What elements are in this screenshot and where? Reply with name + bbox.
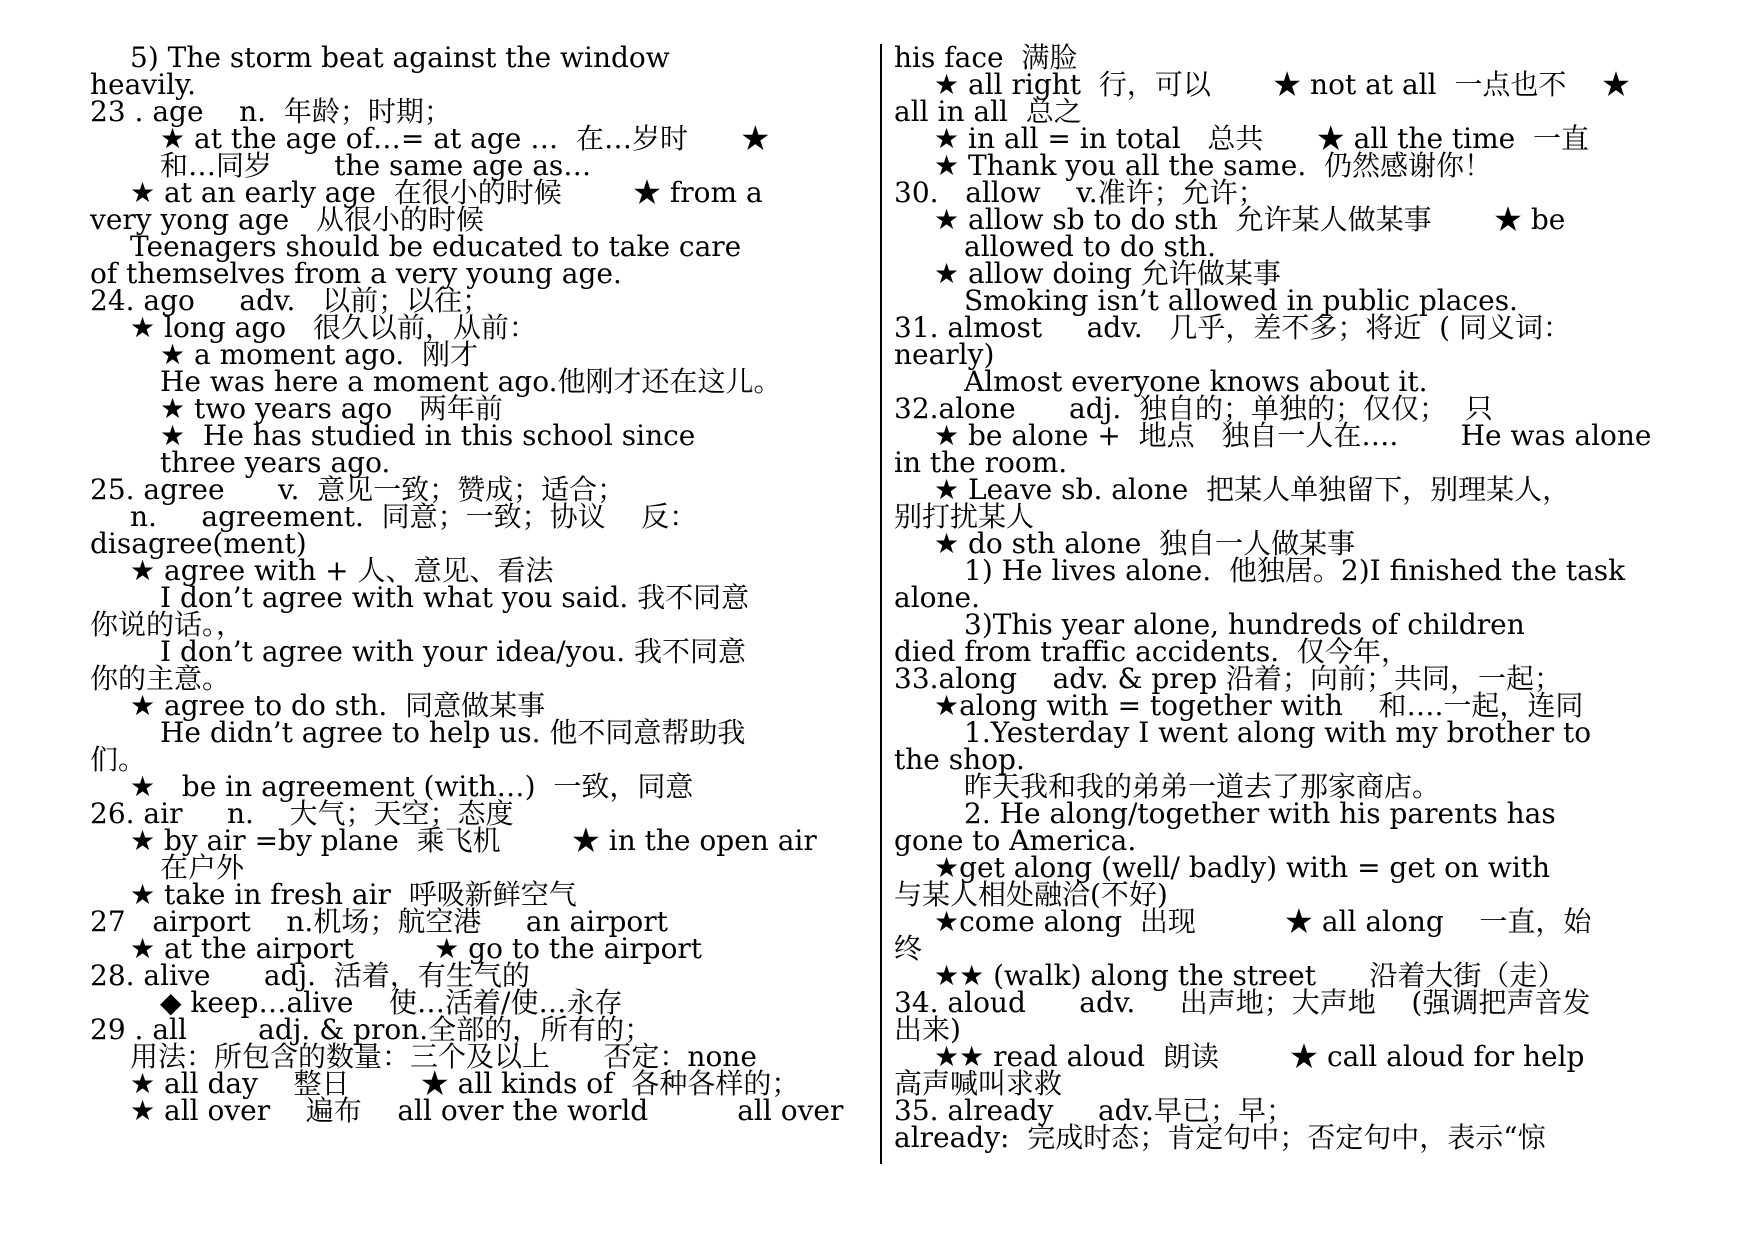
right-line: allowed to do sth. [964,230,1217,263]
left-line: very yong age 从很小的时候 [90,203,484,236]
right-column [894,41,1744,1154]
right-line: 1) He lives alone. 他独居。2)I finished the task [964,554,1626,587]
right-line: 终 [894,932,923,965]
left-line: 和…同岁 the same age as… [160,149,592,182]
right-line: 33.along adv. & prep 沿着；向前；共同，一起； [894,662,1563,695]
left-line: I don’t agree with your idea/you. 我不同意 [160,635,747,668]
left-line: 在户外 [160,851,245,884]
right-line: ★come along 出现 ★ all along 一直，始 [934,905,1592,938]
right-line: 别打扰某人 [894,500,1035,533]
left-line: heavily. [90,68,197,101]
right-line: in the room. [894,446,1068,479]
left-line: ★ long ago 很久以前，从前： [130,311,537,344]
right-line: 2. He along/together with his parents has [964,797,1556,830]
right-line: ★ Thank you all the same. 仍然感谢你！ [934,149,1493,182]
right-line: Almost everyone knows about it. [964,365,1428,398]
left-line: 27 airport n.机场；航空港 an airport [90,905,668,938]
right-line: ★get along (well/ badly) with = get on with [934,851,1551,884]
right-line: his face 满脸 [894,41,1078,74]
left-line: 29 . all adj. & pron.全部的，所有的； [90,1013,653,1046]
right-line: Smoking isn’t allowed in public places. [964,284,1518,317]
left-line: ★ two years ago 两年前 [160,392,503,425]
right-line: 34. aloud adv. 出声地；大声地 (强调把声音发 [894,986,1591,1019]
left-line: ★ He has studied in this school since [160,419,696,452]
right-line: the shop. [894,743,1025,776]
left-line: 5) The storm beat against the window [130,41,670,74]
right-line: ★★ (walk) along the street 沿着大街（走） [934,959,1566,992]
right-line: 1.Yesterday I went along with my brother to [964,716,1592,749]
right-line: ★along with = together with 和….一起，连同 [934,689,1584,722]
left-line: ★ take in fresh air 呼吸新鲜空气 [130,878,577,911]
left-line: ★ a moment ago. 刚才 [160,338,478,371]
left-line: ★ agree with + 人、意见、看法 [130,554,554,587]
left-line: ★ be in agreement (with…) 一致，同意 [130,770,694,803]
right-line: 35. already adv.早已；早； [894,1094,1294,1127]
left-line: ★ at the airport ★ go to the airport [130,932,703,965]
left-line: disagree(ment) [90,527,307,560]
right-line: already: 完成时态；肯定句中；否定句中，表示“惊 [894,1121,1546,1154]
left-line: of themselves from a very young age. [90,257,622,290]
left-line: ★ at the age of…= at age … 在…岁时 ★ [160,122,770,155]
left-line: 24. ago adv. 以前；以往； [90,284,491,317]
right-line: died from traffic accidents. 仅今年， [894,635,1409,668]
right-line: gone to America. [894,824,1137,857]
right-line: 30. allow v.准许；允许； [894,176,1266,209]
right-line: 昨天我和我的弟弟一道去了那家商店。 [964,770,1441,803]
column-divider [880,44,882,1164]
left-line: 26. air n. 大气；天空；态度 [90,797,514,830]
left-line: ★ all day 整日 ★ all kinds of 各种各样的； [130,1067,800,1100]
right-line: ★ Leave sb. alone 把某人单独留下，别理某人， [934,473,1571,506]
right-line: 3)This year alone, hundreds of children [964,608,1525,641]
left-line: ★ by air =by plane 乘飞机 ★ in the open air [130,824,817,857]
right-line: nearly) [894,338,995,371]
right-line: ★ allow doing 允许做某事 [934,257,1281,290]
left-line: Teenagers should be educated to take care [130,230,742,263]
left-line: 用法：所包含的数量：三个及以上 否定：none [130,1040,757,1073]
right-line: ★ be alone + 地点 独自一人在…. He was alone [934,419,1652,452]
right-line: ★ allow sb to do sth 允许某人做某事 ★ be [934,203,1566,236]
left-line: ★ all over 遍布 all over the world all over [130,1094,844,1127]
right-line: 出来) [894,1013,961,1046]
right-line: 与某人相处融洽(不好) [894,878,1168,911]
right-line: alone. [894,581,981,614]
right-line: ★ do sth alone 独自一人做某事 [934,527,1356,560]
right-line: 高声喊叫求救 [894,1067,1063,1100]
right-line: ★★ read aloud 朗读 ★ call aloud for help [934,1040,1585,1073]
left-column [90,41,866,1127]
left-line: ★ at an early age 在很小的时候 ★ from a [130,176,763,209]
left-line: He didn’t agree to help us. 他不同意帮助我 [160,716,746,749]
left-line: 们。 [90,743,147,776]
left-line: 你说的话。， [90,608,245,641]
left-line: 你的主意。 [90,662,231,695]
left-line: 28. alive adj. 活着，有生气的 [90,959,530,992]
left-line: 23 . age n. 年龄；时期； [90,95,452,128]
right-line: 31. almost adv. 几乎，差不多；将近 ( 同义词： [894,311,1571,344]
left-line: three years ago. [160,446,391,479]
left-line: ★ agree to do sth. 同意做某事 [130,689,546,722]
left-line: He was here a moment ago.他刚才还在这儿。 [160,365,782,398]
left-line: I don’t agree with what you said. 我不同意 [160,581,750,614]
left-line: 25. agree v. 意见一致；赞成；适合； [90,473,626,506]
right-line: ★ all right 行，可以 ★ not at all 一点也不 ★ [934,68,1630,101]
right-line: ★ in all = in total 总共 ★ all the time 一直 [934,122,1590,155]
left-line: ◆ keep…alive 使…活着/使…永存 [160,986,623,1019]
right-line: all in all 总之 [894,95,1082,128]
left-line: n. agreement. 同意；一致；协议 反： [130,500,698,533]
right-line: 32.alone adj. 独自的；单独的；仅仅； 只 [894,392,1493,425]
